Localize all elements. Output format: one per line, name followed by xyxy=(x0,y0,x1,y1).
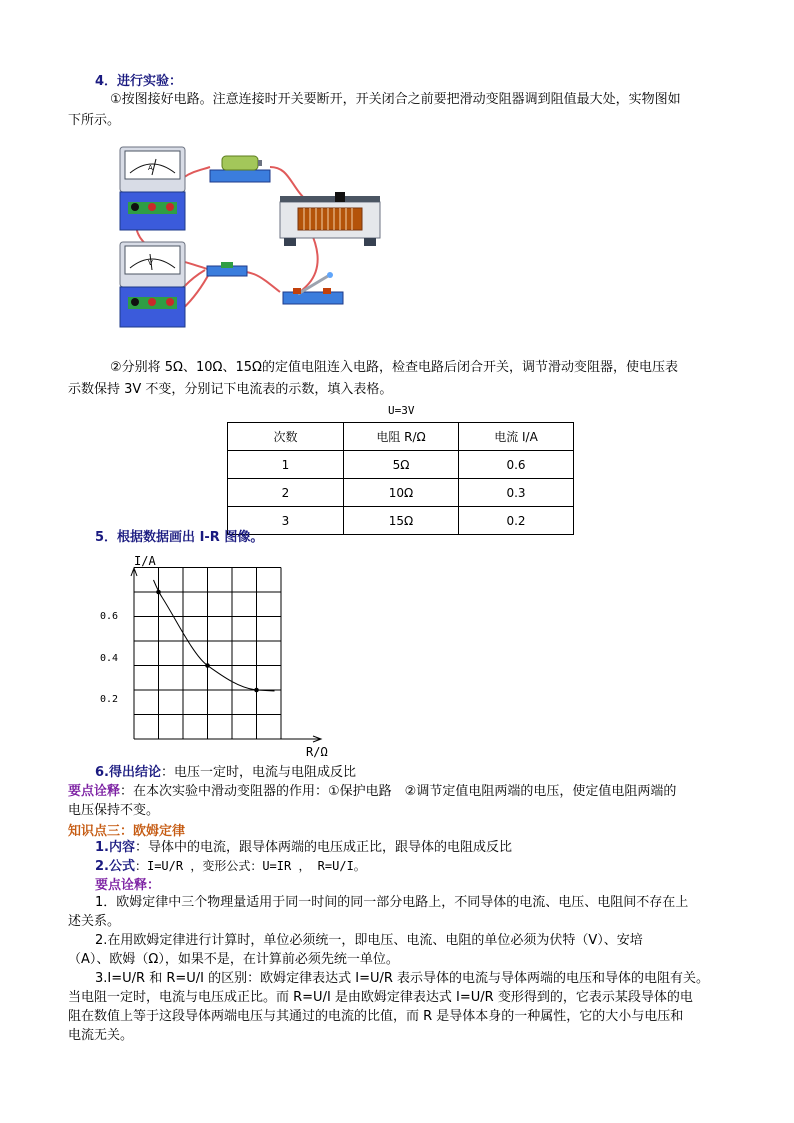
section5-heading: 5．根据数据画出 I-R 图像。 xyxy=(95,530,264,545)
conclusion-label: 6.得出结论 xyxy=(95,765,161,780)
table-cell: 15Ω xyxy=(344,507,459,535)
keypoint1-label: 要点诠释 xyxy=(68,784,121,799)
step2-line1: ②分别将 5Ω、10Ω、15Ω的定值电阻连入电路，检查电路后闭合开关，调节滑动变阻器，使电压表 xyxy=(110,360,678,375)
y-axis-label: I/A xyxy=(134,554,156,568)
y-tick-label: 0.6 xyxy=(100,611,119,622)
ohm-note1-line2: 述关系。 xyxy=(68,914,121,929)
table-cell: 0.2 xyxy=(459,507,574,535)
table-header-row xyxy=(228,423,574,451)
table-cell: 5Ω xyxy=(344,451,459,479)
table-cell: 0.6 xyxy=(459,451,574,479)
table-cell: 1 xyxy=(228,451,344,479)
table-header-cell: 电阻 R/Ω xyxy=(344,423,459,451)
knowledge3-heading: 知识点三：欧姆定律 xyxy=(68,824,186,839)
ir-graph xyxy=(90,548,350,763)
rheostat xyxy=(280,192,380,246)
ohm-formula-label: 2.公式 xyxy=(95,859,135,874)
step2-line2: 示数保持 3V 不变，分别记下电流表的示数，填入表格。 xyxy=(68,382,393,397)
x-axis-label: R/Ω xyxy=(306,745,328,759)
svg-text:V: V xyxy=(148,259,153,267)
conclusion-line xyxy=(95,763,356,783)
ohm-note1-line1: 1．欧姆定律中三个物理量适用于同一时间的同一部分电路上，不同导体的电流、电压、电阻间不存在上 xyxy=(95,895,689,910)
ohm-note2-line2: （A）、欧姆（Ω），如果不是，在计算前必须先统一单位。 xyxy=(68,952,399,967)
keypoint1-line2: 电压保持不变。 xyxy=(68,803,160,818)
step1-line2: 下所示。 xyxy=(68,113,121,128)
data-point xyxy=(205,663,210,668)
table-row xyxy=(228,507,574,535)
data-table xyxy=(227,422,574,535)
graph-axes xyxy=(131,568,321,742)
ohm-note2-line1: 2.在用欧姆定律进行计算时，单位必须统一，即电压、电流、电阻的单位必须为伏特（V）、安培 xyxy=(95,933,643,948)
ohm-note3-line2: 当电阻一定时，电流与电压成正比。而 R=U/I 是由欧姆定律表达式 I=U/R 变形得到的，它表示某段导体的电 xyxy=(68,990,693,1005)
keypoint1-text: ：在本次实验中滑动变阻器的作用：①保护电路 ②调节定值电阻两端的电压，使定值电阻两端的 xyxy=(120,784,677,799)
ohm-note3-line1: 3.I=U/R 和 R=U/I 的区别：欧姆定律表达式 I=U/R 表示导体的电流与导体两端的电压和导体的电阻有关。 xyxy=(95,971,710,986)
table-row xyxy=(228,451,574,479)
ohm-note3-line3: 阻在数值上等于这段导体两端电压与其通过的电流的比值，而 R 是导体本身的一种属性，它的大小与电压和 xyxy=(68,1009,684,1024)
data-point xyxy=(254,688,259,693)
table-cell: 10Ω xyxy=(344,479,459,507)
ohm-note3-line4: 电流无关。 xyxy=(68,1028,134,1043)
fixed-resistor xyxy=(207,262,247,276)
table-header-cell: 次数 xyxy=(228,423,344,451)
table-cell: 2 xyxy=(228,479,344,507)
graph-grid xyxy=(134,568,281,740)
ohm-content-label: 1.内容 xyxy=(95,840,135,855)
conclusion-text: ：电压一定时，电流与电阻成反比 xyxy=(160,765,356,780)
section4-heading: 4．进行实验： xyxy=(95,74,183,89)
ohm-content-text: ：导体中的电流，跟导体两端的电压成正比，跟导体的电阻成反比 xyxy=(134,840,512,855)
data-point xyxy=(156,590,161,595)
svg-text:A: A xyxy=(148,164,153,172)
y-tick-label: 0.4 xyxy=(100,653,119,664)
voltmeter xyxy=(120,242,185,327)
table-row xyxy=(228,479,574,507)
battery xyxy=(210,156,270,182)
keypoint1-line1 xyxy=(68,782,676,802)
circuit-illustration xyxy=(115,142,395,342)
step1-line1: ①按图接好电路。注意连接时开关要断开，开关闭合之前要把滑动变阻器调到阻值最大处，实物图如 xyxy=(110,92,681,107)
ammeter xyxy=(120,147,185,230)
y-tick-label: 0.2 xyxy=(100,694,119,705)
ohm-formula-text: ：I=U/R ，变形公式：U=IR ， R=U/I。 xyxy=(134,859,366,873)
table-cell: 0.3 xyxy=(459,479,574,507)
table-header-cell: 电流 I/A xyxy=(459,423,574,451)
table-caption: U=3V xyxy=(388,404,415,417)
table-cell: 3 xyxy=(228,507,344,535)
knowledge3-keypoint-label: 要点诠释： xyxy=(95,878,161,893)
ohm-content-line xyxy=(95,838,512,858)
